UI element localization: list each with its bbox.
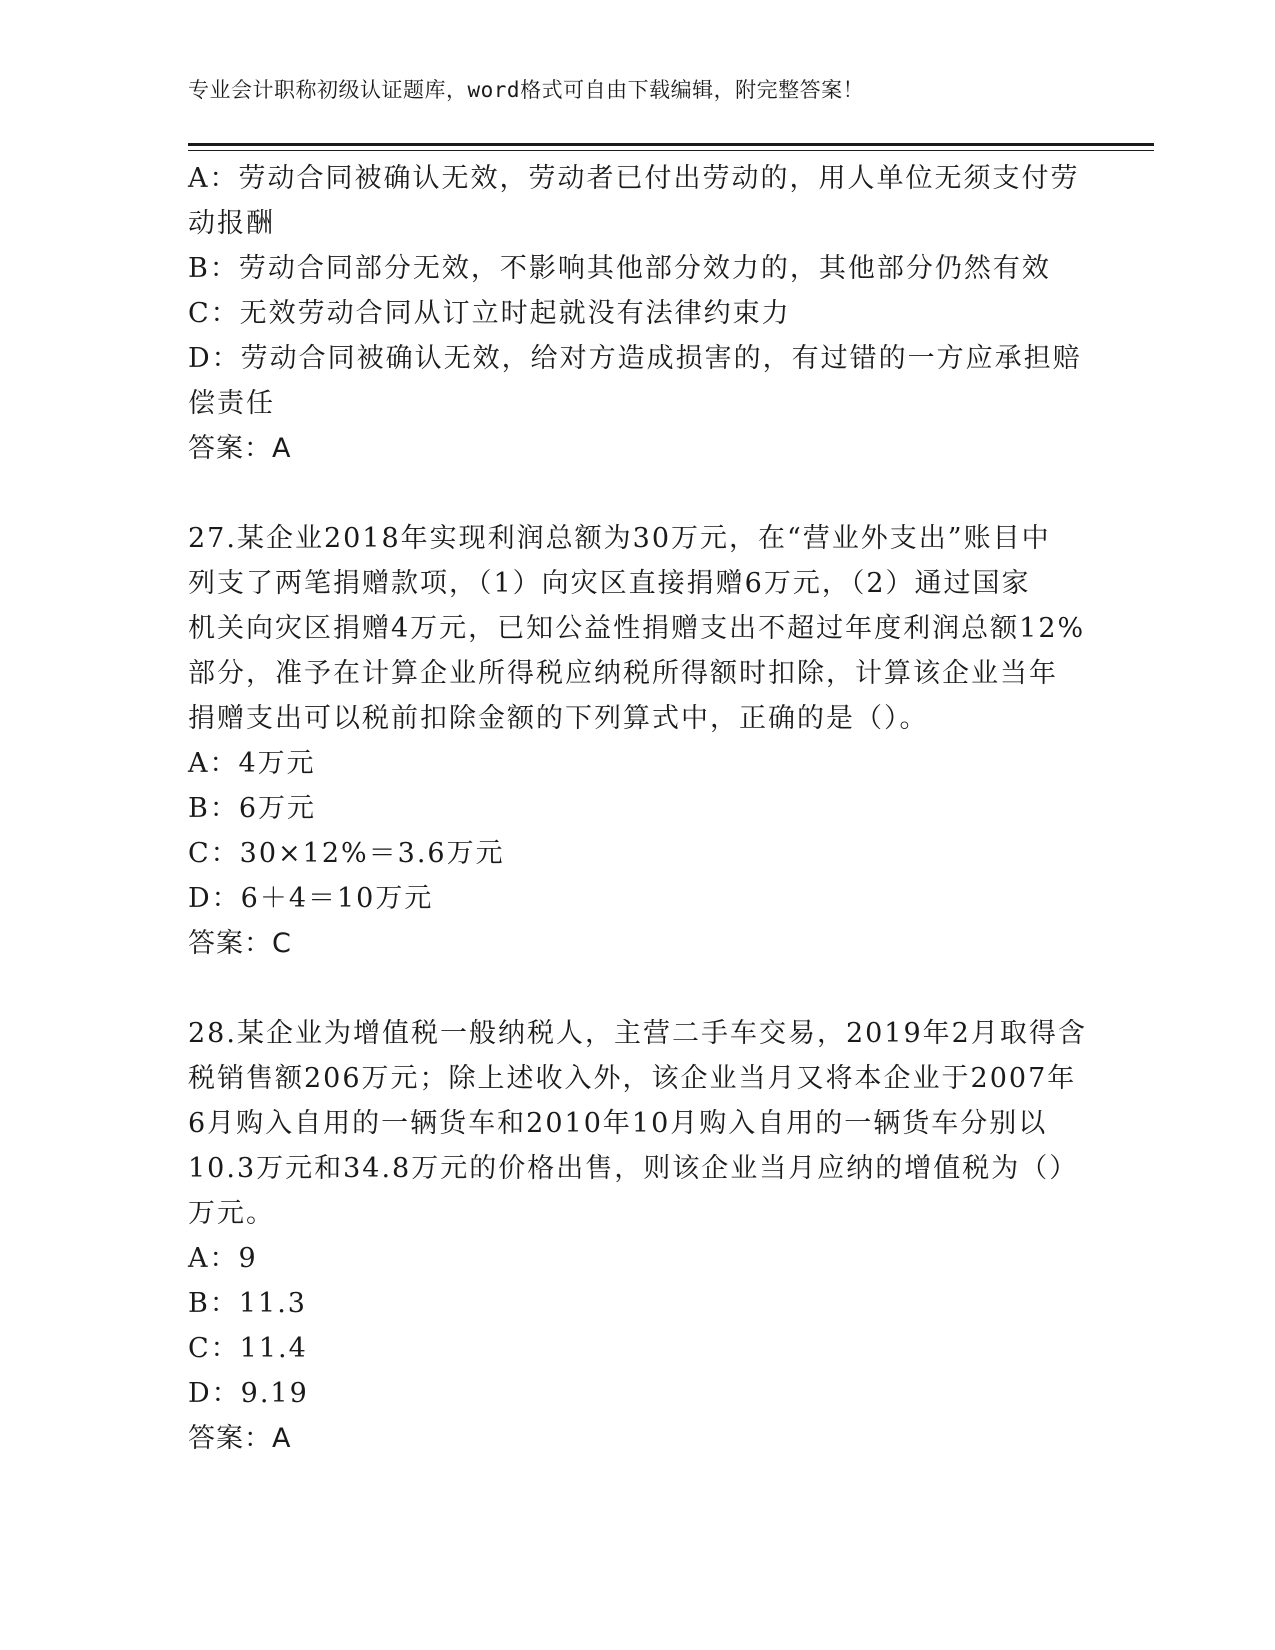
spacer	[188, 471, 1088, 516]
q26-option-d-line2: 偿责任	[188, 388, 275, 419]
q26-option-a-line2: 动报酬	[188, 208, 275, 239]
q27-stem-line1: 27.某企业2018年实现利润总额为30万元，在“营业外支出”账目中	[188, 523, 1051, 554]
q26-option-d-line1: D：劳动合同被确认无效，给对方造成损害的，有过错的一方应承担赔	[188, 343, 1082, 374]
q26-option-c: C：无效劳动合同从订立时起就没有法律约束力	[188, 298, 791, 329]
q27-stem-line3: 机关向灾区捐赠4万元，已知公益性捐赠支出不超过年度利润总额12%	[188, 613, 1086, 644]
q28-stem-line2: 税销售额206万元；除上述收入外，该企业当月又将本企业于2007年	[188, 1063, 1077, 1094]
q28-option-a: A：9	[188, 1243, 258, 1274]
q27-stem-line5: 捐赠支出可以税前扣除金额的下列算式中，正确的是（）。	[188, 703, 929, 734]
q27-option-b: B：6万元	[188, 793, 317, 824]
q26-answer: 答案：A	[188, 433, 292, 464]
q28-option-c: C：11.4	[188, 1333, 308, 1364]
q27-stem-line2: 列支了两笔捐赠款项，（1）向灾区直接捐赠6万元，（2）通过国家	[188, 568, 1031, 599]
q28-option-d: D：9.19	[188, 1378, 309, 1409]
q27-stem-line4: 部分，准予在计算企业所得税应纳税所得额时扣除，计算该企业当年	[188, 658, 1058, 689]
document-body	[188, 156, 1088, 1461]
q28-stem-line4: 10.3万元和34.8万元的价格出售，则该企业当月应纳的增值税为（）	[188, 1153, 1079, 1184]
header-rule-thin	[188, 150, 1154, 151]
q26-option-a-line1: A：劳动合同被确认无效，劳动者已付出劳动的，用人单位无须支付劳	[188, 163, 1080, 194]
q26-option-b: B：劳动合同部分无效，不影响其他部分效力的，其他部分仍然有效	[188, 253, 1051, 284]
q28-stem-line1: 28.某企业为增值税一般纳税人，主营二手车交易，2019年2月取得含	[188, 1018, 1087, 1049]
q27-option-a: A：4万元	[188, 748, 316, 779]
page-header: 专业会计职称初级认证题库，word格式可自由下载编辑，附完整答案！	[188, 78, 865, 102]
q28-stem-line5: 万元。	[188, 1198, 275, 1229]
q28-stem-line3: 6月购入自用的一辆货车和2010年10月购入自用的一辆货车分别以	[188, 1108, 1048, 1139]
header-rule-thick	[188, 143, 1154, 146]
q28-answer: 答案：A	[188, 1423, 292, 1454]
q27-option-c: C：30×12%＝3.6万元	[188, 838, 505, 869]
q27-answer: 答案：C	[188, 928, 292, 959]
q28-option-b: B：11.3	[188, 1288, 307, 1319]
q27-option-d: D：6＋4＝10万元	[188, 883, 434, 914]
spacer	[188, 966, 1088, 1011]
